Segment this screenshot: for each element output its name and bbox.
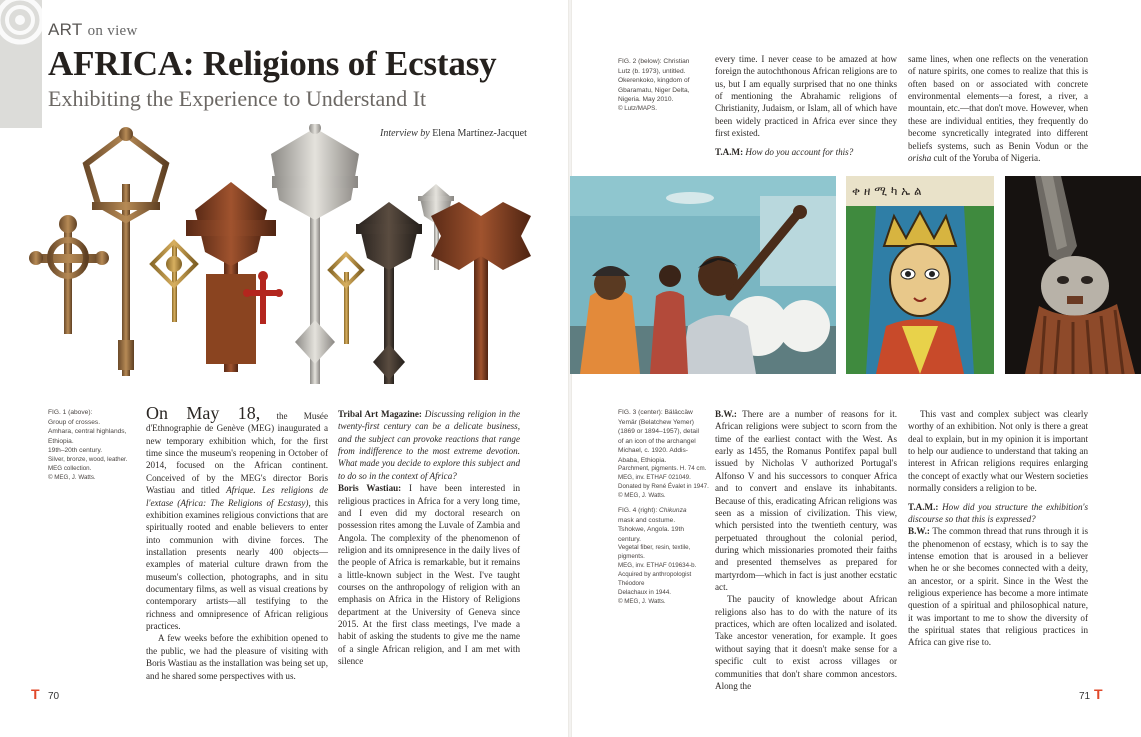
exhibition-title: Afrique. Les religions de l'extase (Africa: The Religions of Ecstasy), (146, 485, 328, 508)
article-subtitle: Exhibiting the Experience to Understand It (48, 86, 427, 111)
caption-fig3-line: © MEG, J. Watts. (618, 492, 666, 500)
caption-fig4-line: Acquired by anthropologist Théodore (618, 571, 692, 588)
answer-label: B.W.: (715, 409, 737, 419)
caption-fig4-name: Chikunza (659, 507, 687, 514)
question-text: Discussing religion in the twenty-first century can be a delicate business, and the subject can provoke reactions that range from indifference to the most extreme devotion. What made you decide to explore this subject and to do so in the context of Africa? (338, 409, 521, 481)
byline-label: Interview by (380, 128, 430, 139)
caption-fig2-line: Lutz (b. 1973), untitled. (618, 67, 686, 75)
caption-fig4-line: Vegetal fiber, resin, textile, pigments. (618, 544, 691, 561)
article-column-2 (338, 408, 520, 668)
article-column-4-bottom (908, 408, 1088, 649)
caption-fig1-line: Silver, bronze, wood, leather. (48, 455, 128, 463)
caption-fig3-line: Yemär (Belatchew Yemer) (618, 418, 694, 426)
caption-fig2-line: Gbaramatu, Niger Delta, (618, 86, 690, 94)
article-column-3-top (715, 53, 897, 158)
tribal-art-t-logo-icon: T (1094, 686, 1103, 702)
caption-fig4-line: © MEG, J. Watts. (618, 598, 666, 606)
caption-fig3-line: FIG. 3 (center): Bäläccäw (618, 409, 693, 416)
caption-fig3-line: Donated by René Évalet in 1947. (618, 483, 709, 491)
caption-fig4-line: Tshokwe, Angola. 19th (618, 526, 684, 534)
svg-text:ቀ ዘ ሚ ካ ኤ ል: ቀ ዘ ሚ ካ ኤ ል (852, 184, 922, 198)
caption-fig2 (618, 57, 710, 114)
crosses-photo (26, 124, 538, 396)
article-title: AFRICA: Religions of Ecstasy (48, 44, 497, 83)
caption-fig1-line: Ethiopia. (48, 437, 74, 445)
caption-fig1-line: FIG. 1 (above): (48, 409, 93, 416)
section-sub: on view (87, 23, 138, 39)
section-main: ART (48, 20, 83, 39)
cross-gold-small (152, 242, 196, 322)
answer-text: I have been interested in religious practices in Africa for a very long time, and I even did my doctoral research on possession rites among the Luvale of Zambia and Angola. The complexity of the phenomenon of religion and its omnipresence in the daily lives of the people of Africa is remarkable, but it remains a little-known subject in the West. I've taught courses on the anthropology of religion with an emphasis on Africa in the History of Religions department at the University of Geneva since 2015. At the first class meetings, I've made a habit of asking the students to give me the name of a single African religion, and I am met with silence (338, 483, 520, 667)
caption-fig3-line: (1869 or 1894–1957), detail (618, 428, 700, 436)
icon-archangel-photo (846, 176, 994, 374)
cross-dark-wood (356, 202, 422, 384)
cross-copper-right (431, 202, 531, 380)
answer-label: Boris Wastiau: (338, 483, 402, 494)
cross-gold-right (330, 254, 362, 344)
caption-fig4-line: Delachaux in 1944. (618, 589, 671, 597)
caption-fig3-line: MEG, inv. ETHAF 021049. (618, 474, 691, 482)
answer-label: B.W.: (908, 526, 930, 537)
col4-top-text-b: cult of the Yoruba of Nigeria. (931, 152, 1041, 163)
caption-fig1-line: © MEG, J. Watts. (48, 473, 96, 481)
section-label (48, 20, 138, 40)
chikunza-mask-photo (1005, 176, 1141, 374)
answer-text: The common thread that runs through it is the phenomenon of ecstasy, which is to say the intense emotion that is aroused in a believer when he or she becomes connected with a deity, an ancestor, or a spirit. Since in the West the religious experience has become a more intimate question of a spiritual and philosophical nature, it was important to me to show the diversity of the spiritual states that religious practices in Africa can give rise to. (908, 526, 1088, 648)
lead-in: On May 18, (146, 403, 261, 423)
col4-bottom-p1: This vast and complex subject was clearly worthy of an exhibition. Not only is there a great deal to explain, but in my opinion it is important to help our audience to understand that taking an interest in African religions requires enlarging the concept of exactly what our Western societies normally considers a religion to be. (908, 409, 1088, 494)
caption-fig4-head: FIG. 4 (right): (618, 507, 658, 514)
question-text: How do you account for this? (743, 146, 854, 157)
cross-bronze-tall (86, 127, 166, 376)
question-label: Tribal Art Magazine: (338, 409, 422, 419)
caption-fig4 (618, 506, 710, 607)
caption-fig3-line: Parchment, pigments. H. 74 cm. (618, 465, 707, 473)
caption-fig1 (48, 408, 136, 483)
article-column-1 (146, 404, 328, 682)
caption-fig2-line: FIG. 2 (below): Christian (618, 58, 690, 65)
worship-photo (570, 176, 836, 374)
cross-bronze-small (29, 215, 109, 334)
caption-fig3-line: Ababa, Ethiopia. (618, 456, 667, 464)
article-column-3-bottom (715, 408, 897, 692)
question-label: T.A.M: (715, 146, 744, 157)
caption-fig3-line: Michael, c. 1920. Addis- (618, 447, 689, 455)
caption-fig2-line: Okerenkoko, kingdom of (618, 77, 690, 85)
caption-fig1-line: 19th–20th century. (48, 447, 103, 455)
col1-p2: A few weeks before the exhibition opened to the public, we had the pleasure of visiting with Boris Wastiau as the installation was being set up, and he shared some perspectives with us. (146, 633, 328, 681)
caption-fig3 (618, 408, 710, 501)
col4-top-text-a: same lines, when one reflects on the veneration of nature spirits, one comes to realize that this is often based on or associated with concrete environmental elements—a forest, a river, a mountain, etc.—that don't move. However, when these are individual entities, they frequently do become syncretically integrated into different beliefs systems, such as Benin Vodun or the (908, 54, 1088, 151)
caption-fig2-line: © Lutz/MAPS. (618, 104, 657, 112)
page-number-left: 70 (48, 691, 60, 702)
orisha-term: orisha (908, 152, 932, 163)
col3-bottom-p2: The paucity of knowledge about African religions also has to do with the nature of its practices, which are often localized and isolated. Take ancestor veneration, for example. It goes without saying that it doesn't make sense for a specific cult to exist across villages or communities that don't share common ancestors. Along the (715, 594, 897, 691)
col1-p1b: this exhibition examines religious convictions that are spiritually rooted and enable believers to enter into communion with divine forces. The installation presents nearly 400 objects—examples of material culture drawn from the museum's collection, photographs, and in situ documentary films, as well as visual creations by contemporary artists—all testifying to the richness and omnipresence of African religious practices. (146, 497, 328, 632)
col3-bottom-p1: There are a number of reasons for it. African religions were subject to scorn from the time of the earliest contact with the West. As early as 1455, the Romanus Pontifex papal bull issued by Nicholas V authorized Portugal's Alfonso V and his successors to conquer Africa and to convert and enslave its inhabitants. Because of this, eradicating African religions was seen as a mission of civilization. This view, which persisted into the twentieth century, was perpetuated throughout the colonial period, during which missionaries promoted their faiths and presented themselves as prepared for martyrdom—which in fact is just another ecstatic act. (715, 409, 897, 593)
question-text: How did you structure the exhibition's discourse so that this is expressed? (908, 501, 1088, 524)
caption-fig4-line: mask and costume. (618, 516, 676, 524)
byline-author: Elena Martínez-Jacquet (432, 128, 527, 139)
page-number-right: 71 (1079, 691, 1091, 702)
caption-fig1-line: Group of crosses. (48, 418, 101, 426)
tribal-art-t-logo-icon: T (31, 686, 40, 702)
caption-fig2-line: Nigeria. May 2010. (618, 96, 674, 104)
question-label: T.A.M.: (908, 501, 939, 512)
col1-p1a: the Musée d'Ethnographie de Genève (MEG) inaugurated a new temporary exhibition which, for the first time since the museum's reopening in October of 2014, focused on the African continent. Conceived of by the MEG's director Boris Wastiau and titled (146, 411, 328, 496)
caption-fig4-line: MEG, inv. ETHAF 019634-b. (618, 562, 697, 570)
col3-top-text: every time. I never cease to be amazed at how foreign the autochthonous African religions are to us, but I am equally surprised that no one thinks of mentioning the Abrahamic religions of Christianity, Judaism, or Islam, all of which have been widely practiced in Africa ever since they first existed. (715, 54, 897, 139)
swirl-ornament-icon (0, 0, 52, 52)
caption-fig3-line: of an icon of the archangel (618, 437, 696, 445)
caption-fig1-line: Amhara, central highlands, (48, 428, 127, 436)
caption-fig4-line: century. (618, 535, 641, 543)
article-column-4-top (908, 53, 1088, 164)
caption-fig1-line: MEG collection. (48, 464, 92, 472)
